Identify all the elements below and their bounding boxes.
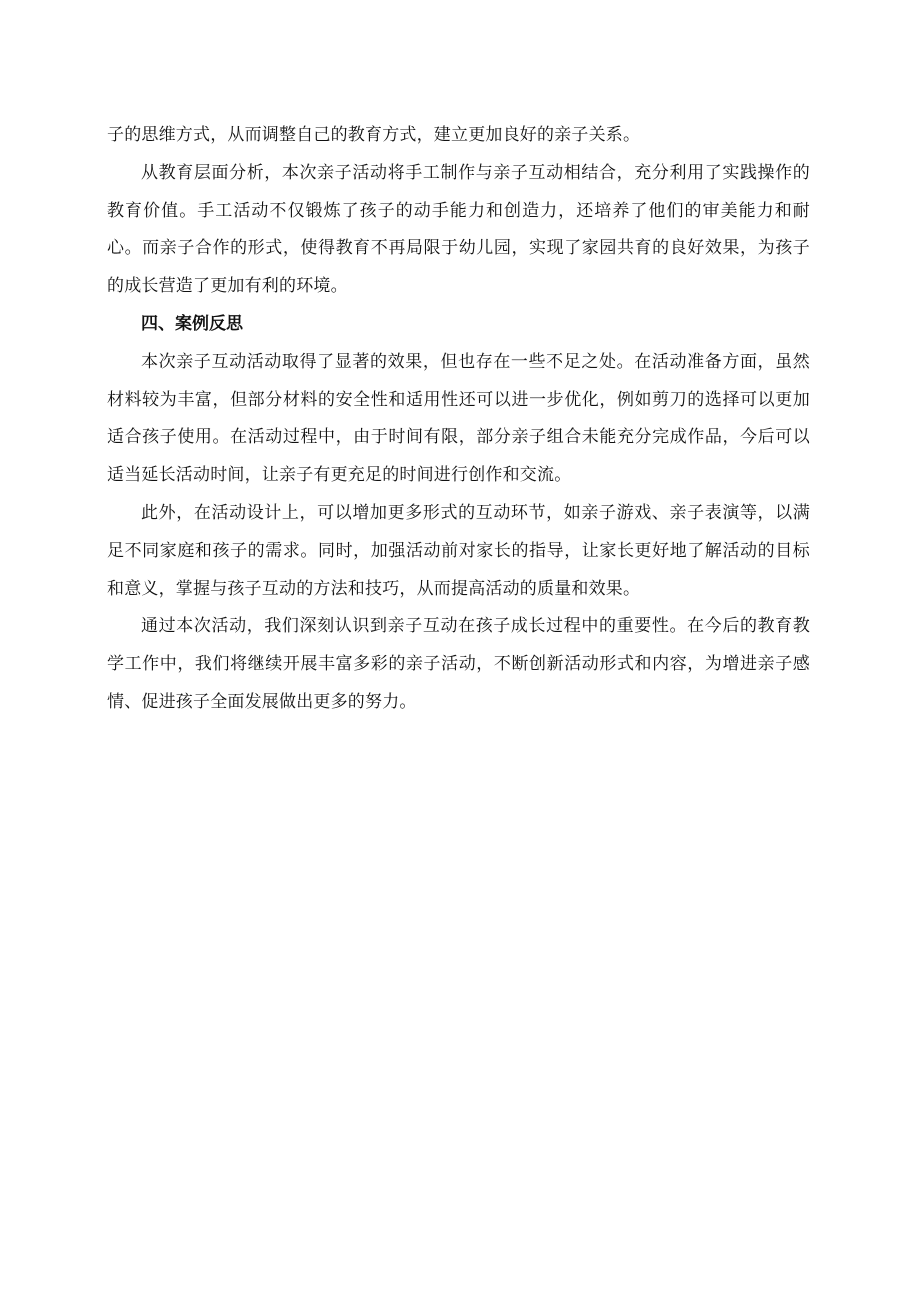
paragraph-continuation: 子的思维方式，从而调整自己的教育方式，建立更加良好的亲子关系。 — [107, 125, 641, 145]
document-body — [107, 117, 810, 722]
paragraph-education-analysis: 从教育层面分析，本次亲子活动将手工制作与亲子互动相结合，充分利用了实践操作的教育价值。手工活动不仅锻炼了孩子的动手能力和创造力，还培养了他们的审美能力和耐心。而亲子合作的形式，使得教育不再局限于幼儿园，实现了家园共育的良好效果，为孩子的成长营造了更加有利的环境。 — [107, 162, 810, 297]
paragraph-reflection-2: 此外，在活动设计上，可以增加更多形式的互动环节，如亲子游戏、亲子表演等，以满足不同家庭和孩子的需求。同时，加强活动前对家长的指导，让家长更好地了解活动的目标和意义，掌握与孩子互动的方法和技巧，从而提高活动的质量和效果。 — [107, 502, 810, 599]
paragraph-reflection-3: 通过本次活动，我们深刻认识到亲子互动在孩子成长过程中的重要性。在今后的教育教学工作中，我们将继续开展丰富多彩的亲子活动，不断创新活动形式和内容，为增进亲子感情、促进孩子全面发展做出更多的努力。 — [107, 616, 810, 712]
paragraph-reflection-1: 本次亲子互动活动取得了显著的效果，但也存在一些不足之处。在活动准备方面，虽然材料较为丰富，但部分材料的安全性和适用性还可以进一步优化，例如剪刀的选择可以更加适合孩子使用。在活动过程中，由于时间有限，部分亲子组合未能充分完成作品，今后可以适当延长活动时间，让亲子有更充足的时间进行创作和交流。 — [107, 351, 810, 486]
section-heading-case-reflection: 四、案例反思 — [141, 313, 243, 334]
